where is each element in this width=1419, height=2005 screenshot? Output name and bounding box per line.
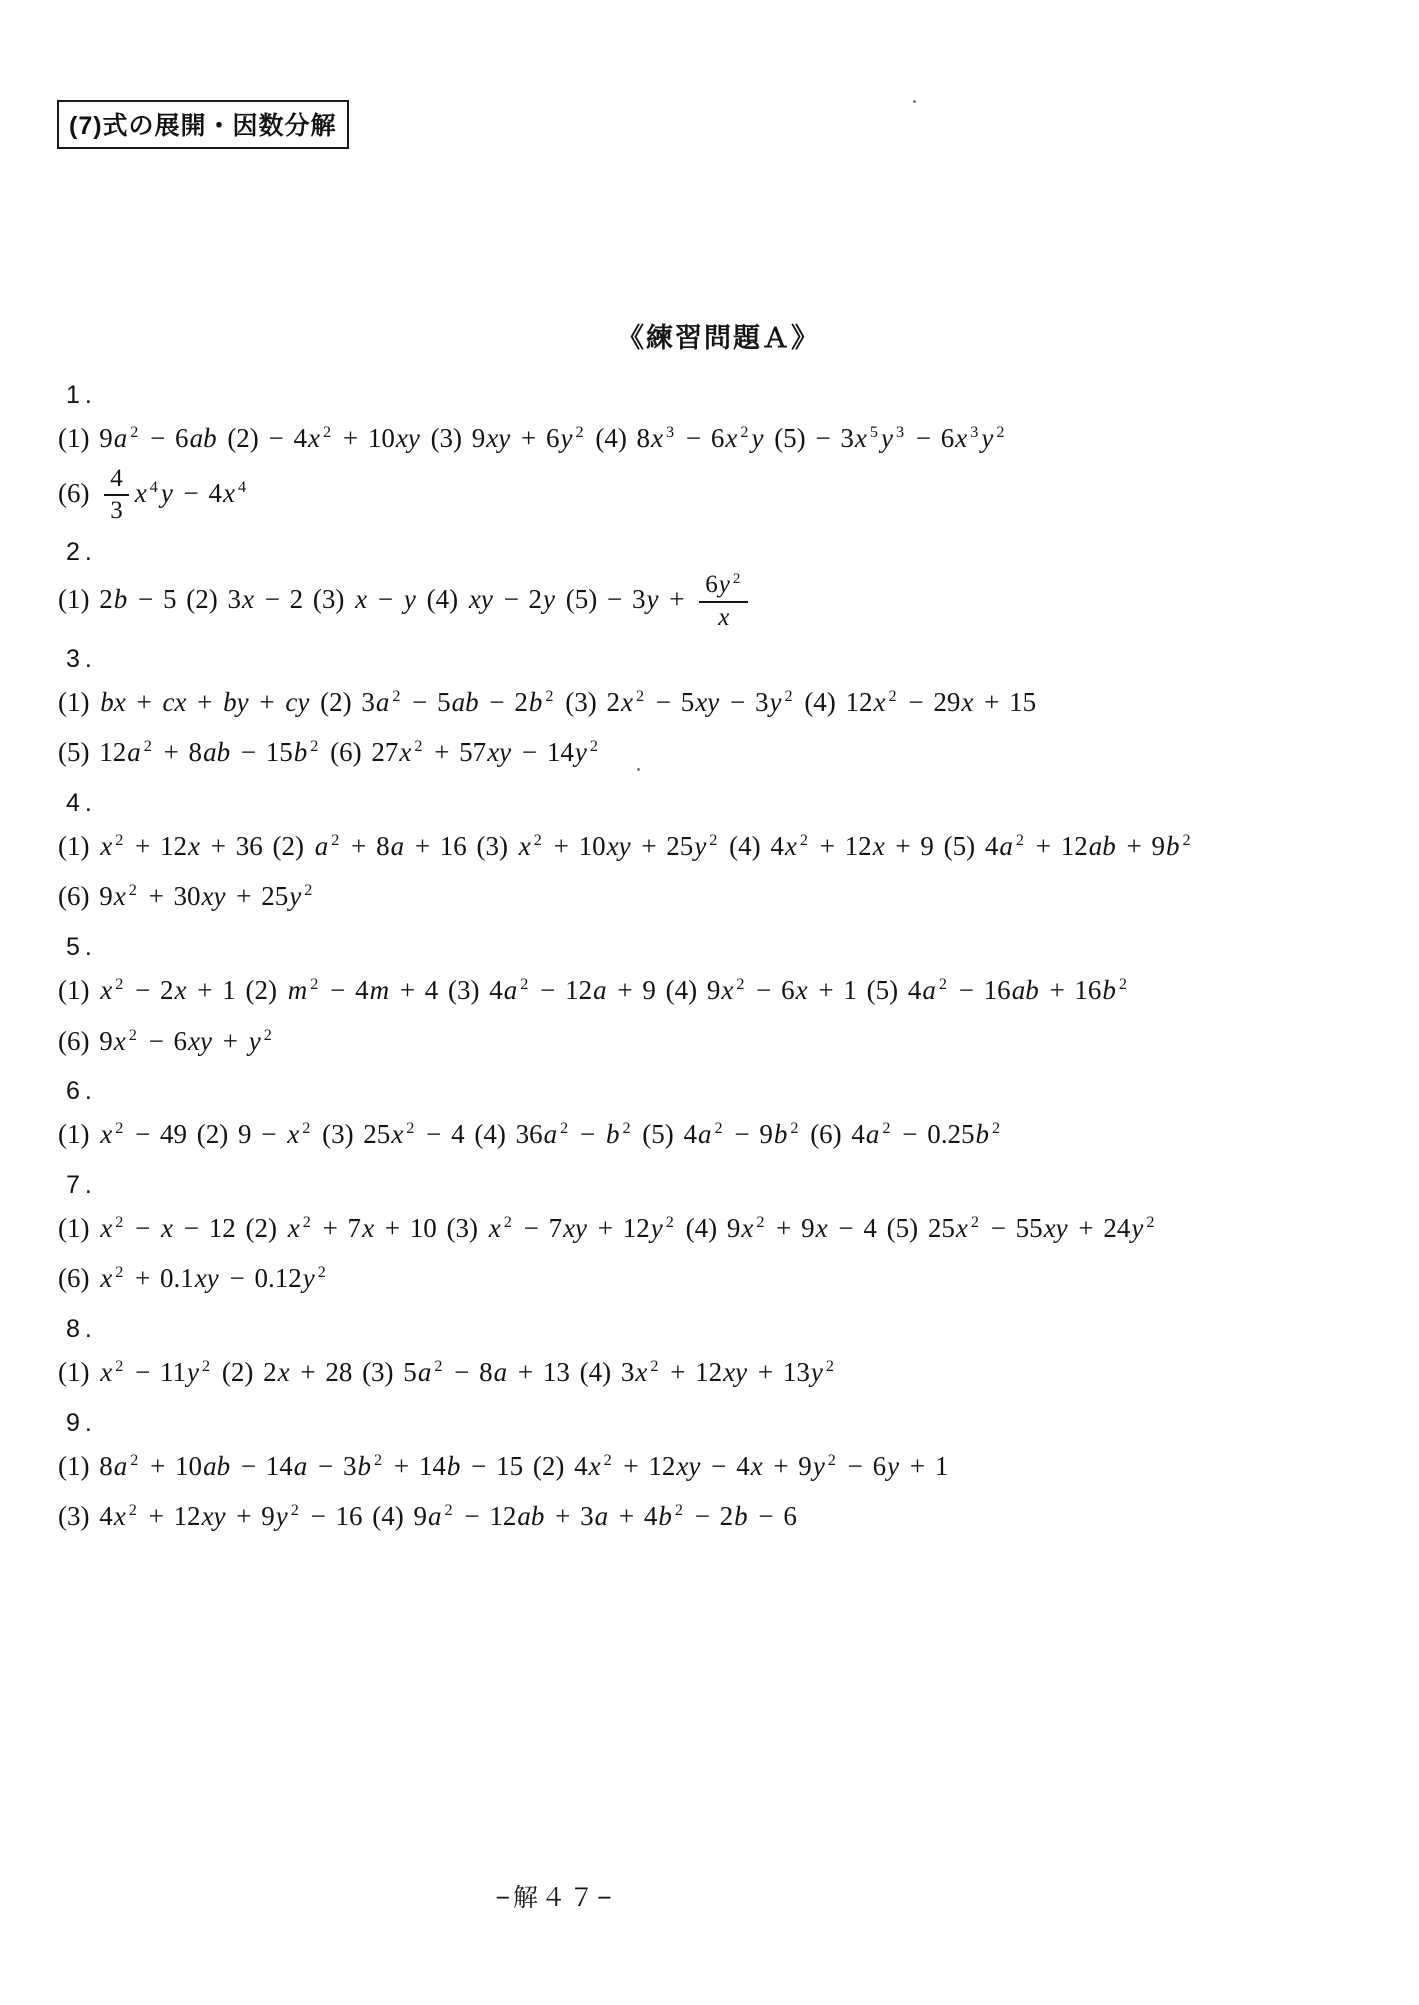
- answer-section-6: [58, 1077, 1379, 1159]
- answer-line: (1) 8a $^2$ + 10ab − 14a − 3b $^2$ + 14b − 15 (2) 4x $^2$ + 12xy − 4x + 9y $^2$ − 6y + 1: [58, 1450, 949, 1481]
- chapter-title-box: [57, 100, 349, 149]
- answer-line: (3) 4x $^2$ + 12xy + 9y $^2$ − 16 (4) 9a $^2$ − 12ab + 3a + 4b $^2$ − 2b − 6: [58, 1501, 797, 1532]
- answer-line: (1) x $^2$ − 49 (2) 9 − x $^2$ (3) 25x $^2$ − 4 (4) 36a $^2$ − b $^2$ (5) 4a $^2$ − 9b $^2$ (6) 4a $^2$ − 0.25b $^2$: [58, 1119, 1001, 1150]
- answer-line: (6) $\frac{4}{3}$ x $^4$ y − 4x $^4$: [58, 464, 247, 525]
- section-number: 3.: [66, 644, 97, 673]
- answer-line: (6) x $^2$ + 0.1xy − 0.12y $^2$: [58, 1263, 326, 1294]
- answer-line: (6) 9x $^2$ + 30xy + 25y $^2$: [58, 881, 313, 912]
- section-number: 2.: [66, 538, 97, 567]
- answer-section-9: [58, 1409, 1379, 1541]
- answer-line: (5) 12a $^2$ + 8ab − 15b $^2$ (6) 27x $^2$ + 57xy − 14y $^2$: [58, 737, 598, 768]
- answer-line: (1) 9a $^2$ − 6ab (2) − 4x $^2$ + 10xy (3) 9xy + 6y $^2$ (4) 8x $^3$ − 6x $^2$ y (5) − 3x $^5$ y $^3$ − 6x $^3$ y $^2$: [58, 423, 1005, 453]
- answer-line: (6) 9x $^2$ − 6xy + y $^2$: [58, 1025, 272, 1056]
- section-number: 9.: [66, 1408, 97, 1437]
- scan-speck: [637, 768, 640, 771]
- section-number: 5.: [66, 932, 97, 961]
- answer-section-4: [58, 789, 1379, 921]
- answer-section-8: [58, 1315, 1379, 1397]
- answer-line: (1) 2b − 5 (2) 3x − 2 (3) x − y (4) xy − 2y (5) − 3y + $\frac{6y ^2}{x}$: [58, 571, 1379, 633]
- section-number: 1.: [66, 381, 97, 409]
- answer-section-2: [58, 538, 1379, 633]
- answer-section-1: [58, 381, 1379, 526]
- section-number: 8.: [66, 1314, 97, 1343]
- answer-section-5: [58, 933, 1379, 1065]
- section-number: 7.: [66, 1170, 97, 1199]
- scan-speck: [913, 100, 916, 103]
- chapter-title: (7)式の展開・因数分解: [69, 112, 337, 140]
- section-number: 6.: [66, 1077, 97, 1106]
- page-footer: −解４７−: [495, 1884, 615, 1912]
- page-title: 《練習問題Ａ》: [617, 323, 820, 353]
- answer-line: (1) x $^2$ − 11y $^2$ (2) 2x + 28 (3) 5a $^2$ − 8a + 13 (4) 3x $^2$ + 12xy + 13y $^2$: [58, 1356, 834, 1387]
- answer-line: (1) x $^2$ − x − 12 (2) x $^2$ + 7x + 10 (3) x $^2$ − 7xy + 12y $^2$ (4) 9x $^2$ + 9x − 4 (5) 25x $^2$ − 55xy + 24y $^2$: [58, 1212, 1155, 1243]
- answer-section-7: [58, 1171, 1379, 1303]
- answer-section-3: [58, 645, 1379, 777]
- answer-line: (1) x $^2$ − 2x + 1 (2) m $^2$ − 4m + 4 (3) 4a $^2$ − 12a + 9 (4) 9x $^2$ − 6x + 1 (5) 4a $^2$ − 16ab + 16b $^2$: [58, 974, 1128, 1005]
- answer-line: (1) bx + cx + by + cy (2) 3a $^2$ − 5ab − 2b $^2$ (3) 2x $^2$ − 5xy − 3y $^2$ (4) 12x $^2$ − 29x + 15: [58, 686, 1037, 717]
- section-number: 4.: [66, 788, 97, 817]
- answer-line: (1) x $^2$ + 12x + 36 (2) a $^2$ + 8a + 16 (3) x $^2$ + 10xy + 25y $^2$ (4) 4x $^2$ + 12x + 9 (5) 4a $^2$ + 12ab + 9b $^2$: [58, 830, 1191, 861]
